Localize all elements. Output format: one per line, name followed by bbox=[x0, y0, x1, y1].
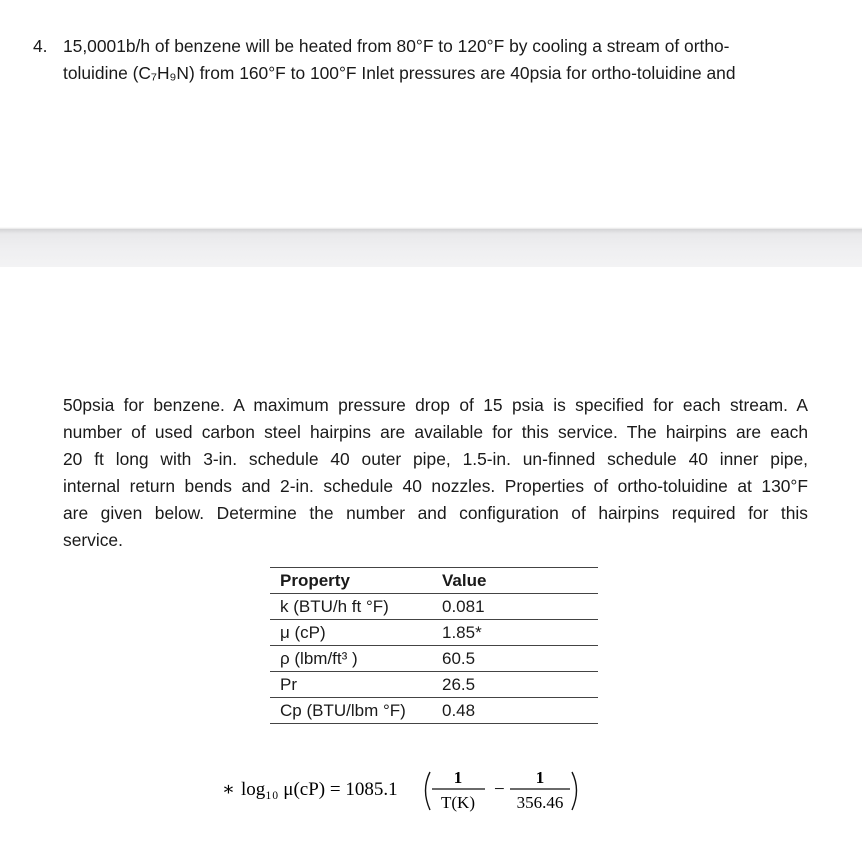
problem-number: 4. bbox=[33, 36, 48, 56]
intro-line-1: 15,0001b/h of benzene will be heated from 80°F to 120°F by cooling a stream of ortho- bbox=[63, 36, 730, 56]
left-paren bbox=[426, 772, 431, 810]
property-cell: μ (cP) bbox=[270, 620, 432, 646]
continuation-line-6: service. bbox=[63, 530, 123, 550]
right-paren bbox=[572, 772, 577, 810]
formula-minus: − bbox=[494, 779, 505, 800]
properties-table bbox=[270, 567, 598, 724]
header-property: Property bbox=[270, 568, 432, 594]
page-gap-divider bbox=[0, 229, 862, 267]
continuation-line-2: number of used carbon steel hairpins are available for this service. The hairpins are each bbox=[63, 422, 808, 442]
problem-continuation bbox=[63, 392, 808, 554]
continuation-line-4: internal return bends and 2-in. schedule 40 nozzles. Properties of ortho-toluidine at 130°F bbox=[63, 476, 808, 496]
property-cell: Pr bbox=[270, 672, 432, 698]
table-row bbox=[270, 698, 598, 724]
table-row bbox=[270, 672, 598, 698]
property-cell: ρ (lbm/ft³ ) bbox=[270, 646, 432, 672]
problem-intro bbox=[63, 33, 823, 87]
frac1-denominator: T(K) bbox=[441, 793, 475, 812]
value-cell: 1.85* bbox=[432, 620, 598, 646]
table-row bbox=[270, 594, 598, 620]
frac2-numerator: 1 bbox=[535, 768, 545, 787]
table-header-row bbox=[270, 568, 598, 594]
value-cell: 26.5 bbox=[432, 672, 598, 698]
value-cell: 0.48 bbox=[432, 698, 598, 724]
value-cell: 0.081 bbox=[432, 594, 598, 620]
continuation-line-5: are given below. Determine the number and configuration of hairpins required for this bbox=[63, 503, 808, 523]
formula-lhs: log₁₀ μ(cP) = 1085.1 bbox=[241, 779, 398, 800]
table-row bbox=[270, 620, 598, 646]
continuation-line-1: 50psia for benzene. A maximum pressure drop of 15 psia is specified for each stream. A bbox=[63, 395, 808, 415]
frac1-numerator: 1 bbox=[453, 768, 463, 787]
property-cell: Cp (BTU/lbm °F) bbox=[270, 698, 432, 724]
frac2-denominator: 356.46 bbox=[516, 793, 564, 812]
table-row bbox=[270, 646, 598, 672]
viscosity-formula bbox=[222, 760, 612, 820]
formula-asterisk: ∗ bbox=[222, 779, 235, 800]
continuation-line-3: 20 ft long with 3-in. schedule 40 outer pipe, 1.5-in. un-finned schedule 40 inner pipe, bbox=[63, 449, 808, 469]
header-value: Value bbox=[432, 568, 598, 594]
intro-line-2: toluidine (C₇H₉N) from 160°F to 100°F Inlet pressures are 40psia for ortho-toluidine and bbox=[63, 63, 736, 83]
value-cell: 60.5 bbox=[432, 646, 598, 672]
property-cell: k (BTU/h ft °F) bbox=[270, 594, 432, 620]
